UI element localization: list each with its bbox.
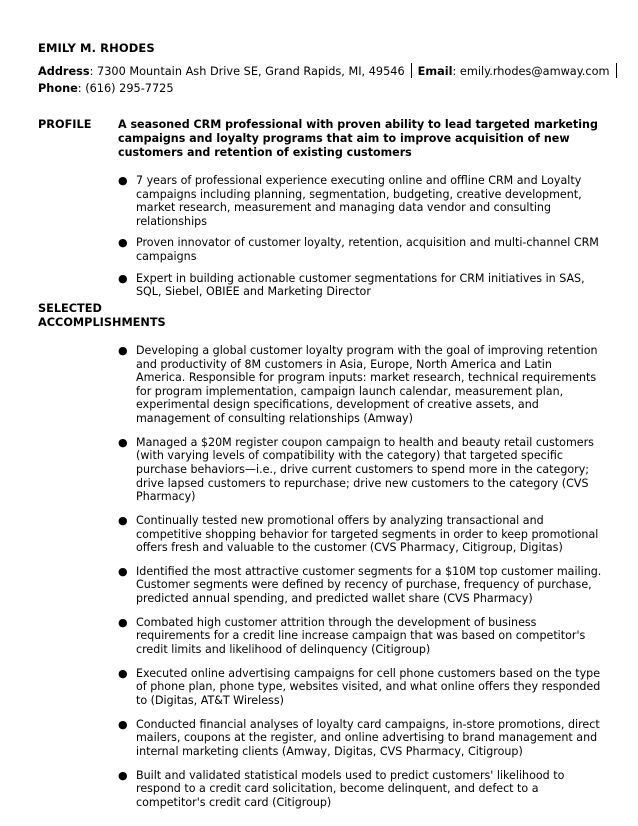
list-item [118,174,604,228]
phone-value: (616) 295-7725 [85,82,174,95]
bullet-text: Identified the most attractive customer segments for a $10M top customer mailing. Customer segments were defined by recency of purchase, frequency of purchase, predicted annual spending, and predicted wallet share (CVS Pharmacy) [136,564,602,606]
bullet-icon: ● [118,513,128,527]
bullet-icon: ● [118,717,128,731]
list-item [118,272,604,299]
bullet-text: 7 years of professional experience executing online and offline CRM and Loyalty campaigns including planning, segmentation, budgeting, creative development, market research, measurement and managing data vendor and consulting relationships [136,174,582,228]
accomplishments-heading-line2: ACCOMPLISHMENTS [38,316,166,329]
bullet-icon: ● [118,174,128,187]
accomplishments-heading-line1: SELECTED [38,302,102,315]
bullet-icon: ● [118,615,128,629]
list-item [118,667,604,708]
bullet-icon: ● [118,344,128,357]
bullet-text: Built and validated statistical models used to predict customers' likelihood to respond to a credit card solicitation, become delinquent, and defect to a competitor's credit card (Citigroup) [136,768,565,809]
email-value[interactable]: emily.rhodes@amway.com [459,65,610,78]
bullet-icon: ● [118,435,128,449]
list-item [118,344,604,426]
bullet-icon: ● [118,768,128,782]
email-colon: : [452,65,460,78]
bullet-icon: ● [118,271,128,285]
list-item [118,236,604,263]
candidate-name: EMILY M. RHODES [38,41,155,55]
bullet-icon: ● [118,564,128,578]
bullet-text: Managed a $20M register coupon campaign to health and beauty retail customers (with varying levels of compatibility with the category) that targeted specific purchase behaviors—i.e., drive current customers to spend more in the category; drive lapsed customers to repurchase; drive new customers to the category (CVS Pharmacy) [136,435,594,504]
bullet-text: Proven innovator of customer loyalty, retention, acquisition and multi-channel CRM campaigns [136,236,599,263]
list-item [118,565,604,606]
list-item [118,616,604,657]
bullet-text: Combated high customer attrition through the development of business requirements for a credit line increase campaign that was based on competitor's credit limits and likelihood of delinquency (Citigroup) [136,615,586,657]
bullet-text: Executed online advertising campaigns for cell phone customers based on the type of phone plan, phone type, websites visited, and what online offers they responded to (Digitas, AT&T Wireless) [136,666,601,707]
address-label: Address [38,65,90,78]
list-item [118,769,604,810]
contact-separator [411,63,412,78]
list-item [118,718,604,759]
bullet-icon: ● [118,236,128,250]
bullet-text: Developing a global customer loyalty program with the goal of improving retention and productivity of 8M customers in Asia, Europe, North America and Latin America. Responsible for program inputs: market research, technical requirements for program implementation, campaign launch calendar, measurement plan, experimental design specifications, development of creative assets, and management of consulting relationships (Amway) [136,344,598,425]
resume-page [38,0,610,826]
bullet-text: Continually tested new promotional offers by analyzing transactional and competitive shopping behavior for targeted segments in order to keep promotional offers fresh and valuable to the customer (CVS Pharmacy, Citigroup, Digitas) [136,513,599,555]
contact-line-address-email [38,63,623,79]
address-value: 7300 Mountain Ash Drive SE, Grand Rapids, MI, 49546 [97,65,405,78]
bullet-text: Expert in building actionable customer segmentations for CRM initiatives in SAS, SQL, Siebel, OBIEE and Marketing Director [136,271,585,299]
phone-label: Phone [38,82,78,95]
profile-summary: A seasoned CRM professional with proven ability to lead targeted marketing campaigns and loyalty programs that aim to improve acquisition of new customers and retention of existing customers [118,118,598,159]
address-colon: : [89,65,98,78]
contact-separator-end [616,63,617,78]
profile-heading: PROFILE [38,118,92,131]
contact-line-phone [38,82,174,96]
accomplishments-bullet-list [118,344,604,820]
profile-bullet-list [118,174,604,307]
list-item [118,436,604,504]
bullet-icon: ● [118,666,128,680]
accomplishments-heading [38,302,166,330]
email-label: Email [417,65,453,78]
bullet-text: Conducted financial analyses of loyalty card campaigns, in-store promotions, direct mailers, coupons at the register, and online advertising to brand management and internal marketing clients (Amway, Digitas, CVS Pharmacy, Citigroup) [136,717,600,758]
list-item [118,514,604,555]
phone-colon: : [77,82,86,95]
